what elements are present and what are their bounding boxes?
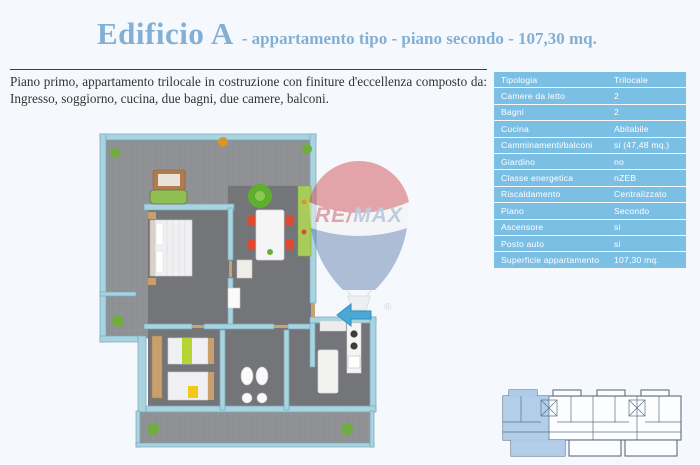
row-label: Posto auto xyxy=(501,238,545,249)
table-row xyxy=(494,220,686,235)
page-title xyxy=(97,16,597,52)
terrace-sofa-set xyxy=(150,170,187,204)
table-row xyxy=(494,72,686,87)
svg-text:RE/MAX: RE/MAX xyxy=(315,204,403,227)
row-value: 107,30 mq. xyxy=(614,254,659,265)
row-label: Classe energetica xyxy=(501,173,574,184)
divider-line xyxy=(10,69,487,70)
row-label: Giardino xyxy=(501,156,536,167)
table-row xyxy=(494,236,686,251)
description-block xyxy=(10,69,487,108)
table-row xyxy=(494,105,686,120)
row-label: Cucina xyxy=(501,123,529,134)
row-label: Riscaldamento xyxy=(501,189,561,200)
master-bed xyxy=(148,212,192,285)
spec-table xyxy=(494,72,686,269)
table-row xyxy=(494,88,686,103)
description-text: Piano primo, appartamento trilocale in costruzione con finiture d'eccellenza composto da: Ingresso, soggiorno, cucina, due bagni, due camere, balconi. xyxy=(10,74,487,106)
row-label: Piano xyxy=(501,205,524,216)
row-value: 2 xyxy=(614,107,619,118)
row-value: si xyxy=(614,222,621,233)
row-label: Camminamenti/balconi xyxy=(501,140,593,151)
entrance-arrow-icon xyxy=(336,302,372,333)
table-row xyxy=(494,121,686,136)
row-value: Abitabile xyxy=(614,123,649,134)
table-row xyxy=(494,138,686,153)
row-value: Centralizzato xyxy=(614,189,667,200)
row-value: Trilocale xyxy=(614,74,648,85)
table-row xyxy=(494,203,686,218)
table-row xyxy=(494,252,686,267)
svg-text:®: ® xyxy=(384,302,392,313)
row-label: Superficie appartamento xyxy=(501,254,600,265)
row-value: 2 xyxy=(614,91,619,102)
building-name: Edificio A xyxy=(97,16,234,51)
title-subtitle: - appartamento tipo - piano secondo - 107,30 mq. xyxy=(241,29,597,48)
row-label: Tipologia xyxy=(501,74,538,85)
row-label: Ascensore xyxy=(501,222,544,233)
row-value: si xyxy=(614,238,621,249)
row-value: si (47,48 mq.) xyxy=(614,140,670,151)
living-cabinet xyxy=(237,260,252,278)
remax-balloon-watermark-icon xyxy=(298,140,420,319)
row-value: no xyxy=(614,156,624,167)
building-keyplan xyxy=(491,380,693,465)
row-label: Bagni xyxy=(501,107,524,118)
table-row xyxy=(494,187,686,202)
row-value: Secondo xyxy=(614,205,650,216)
table-row xyxy=(494,170,686,185)
row-value: nZEB xyxy=(614,173,637,184)
row-label: Camere da letto xyxy=(501,91,566,102)
table-row xyxy=(494,154,686,169)
